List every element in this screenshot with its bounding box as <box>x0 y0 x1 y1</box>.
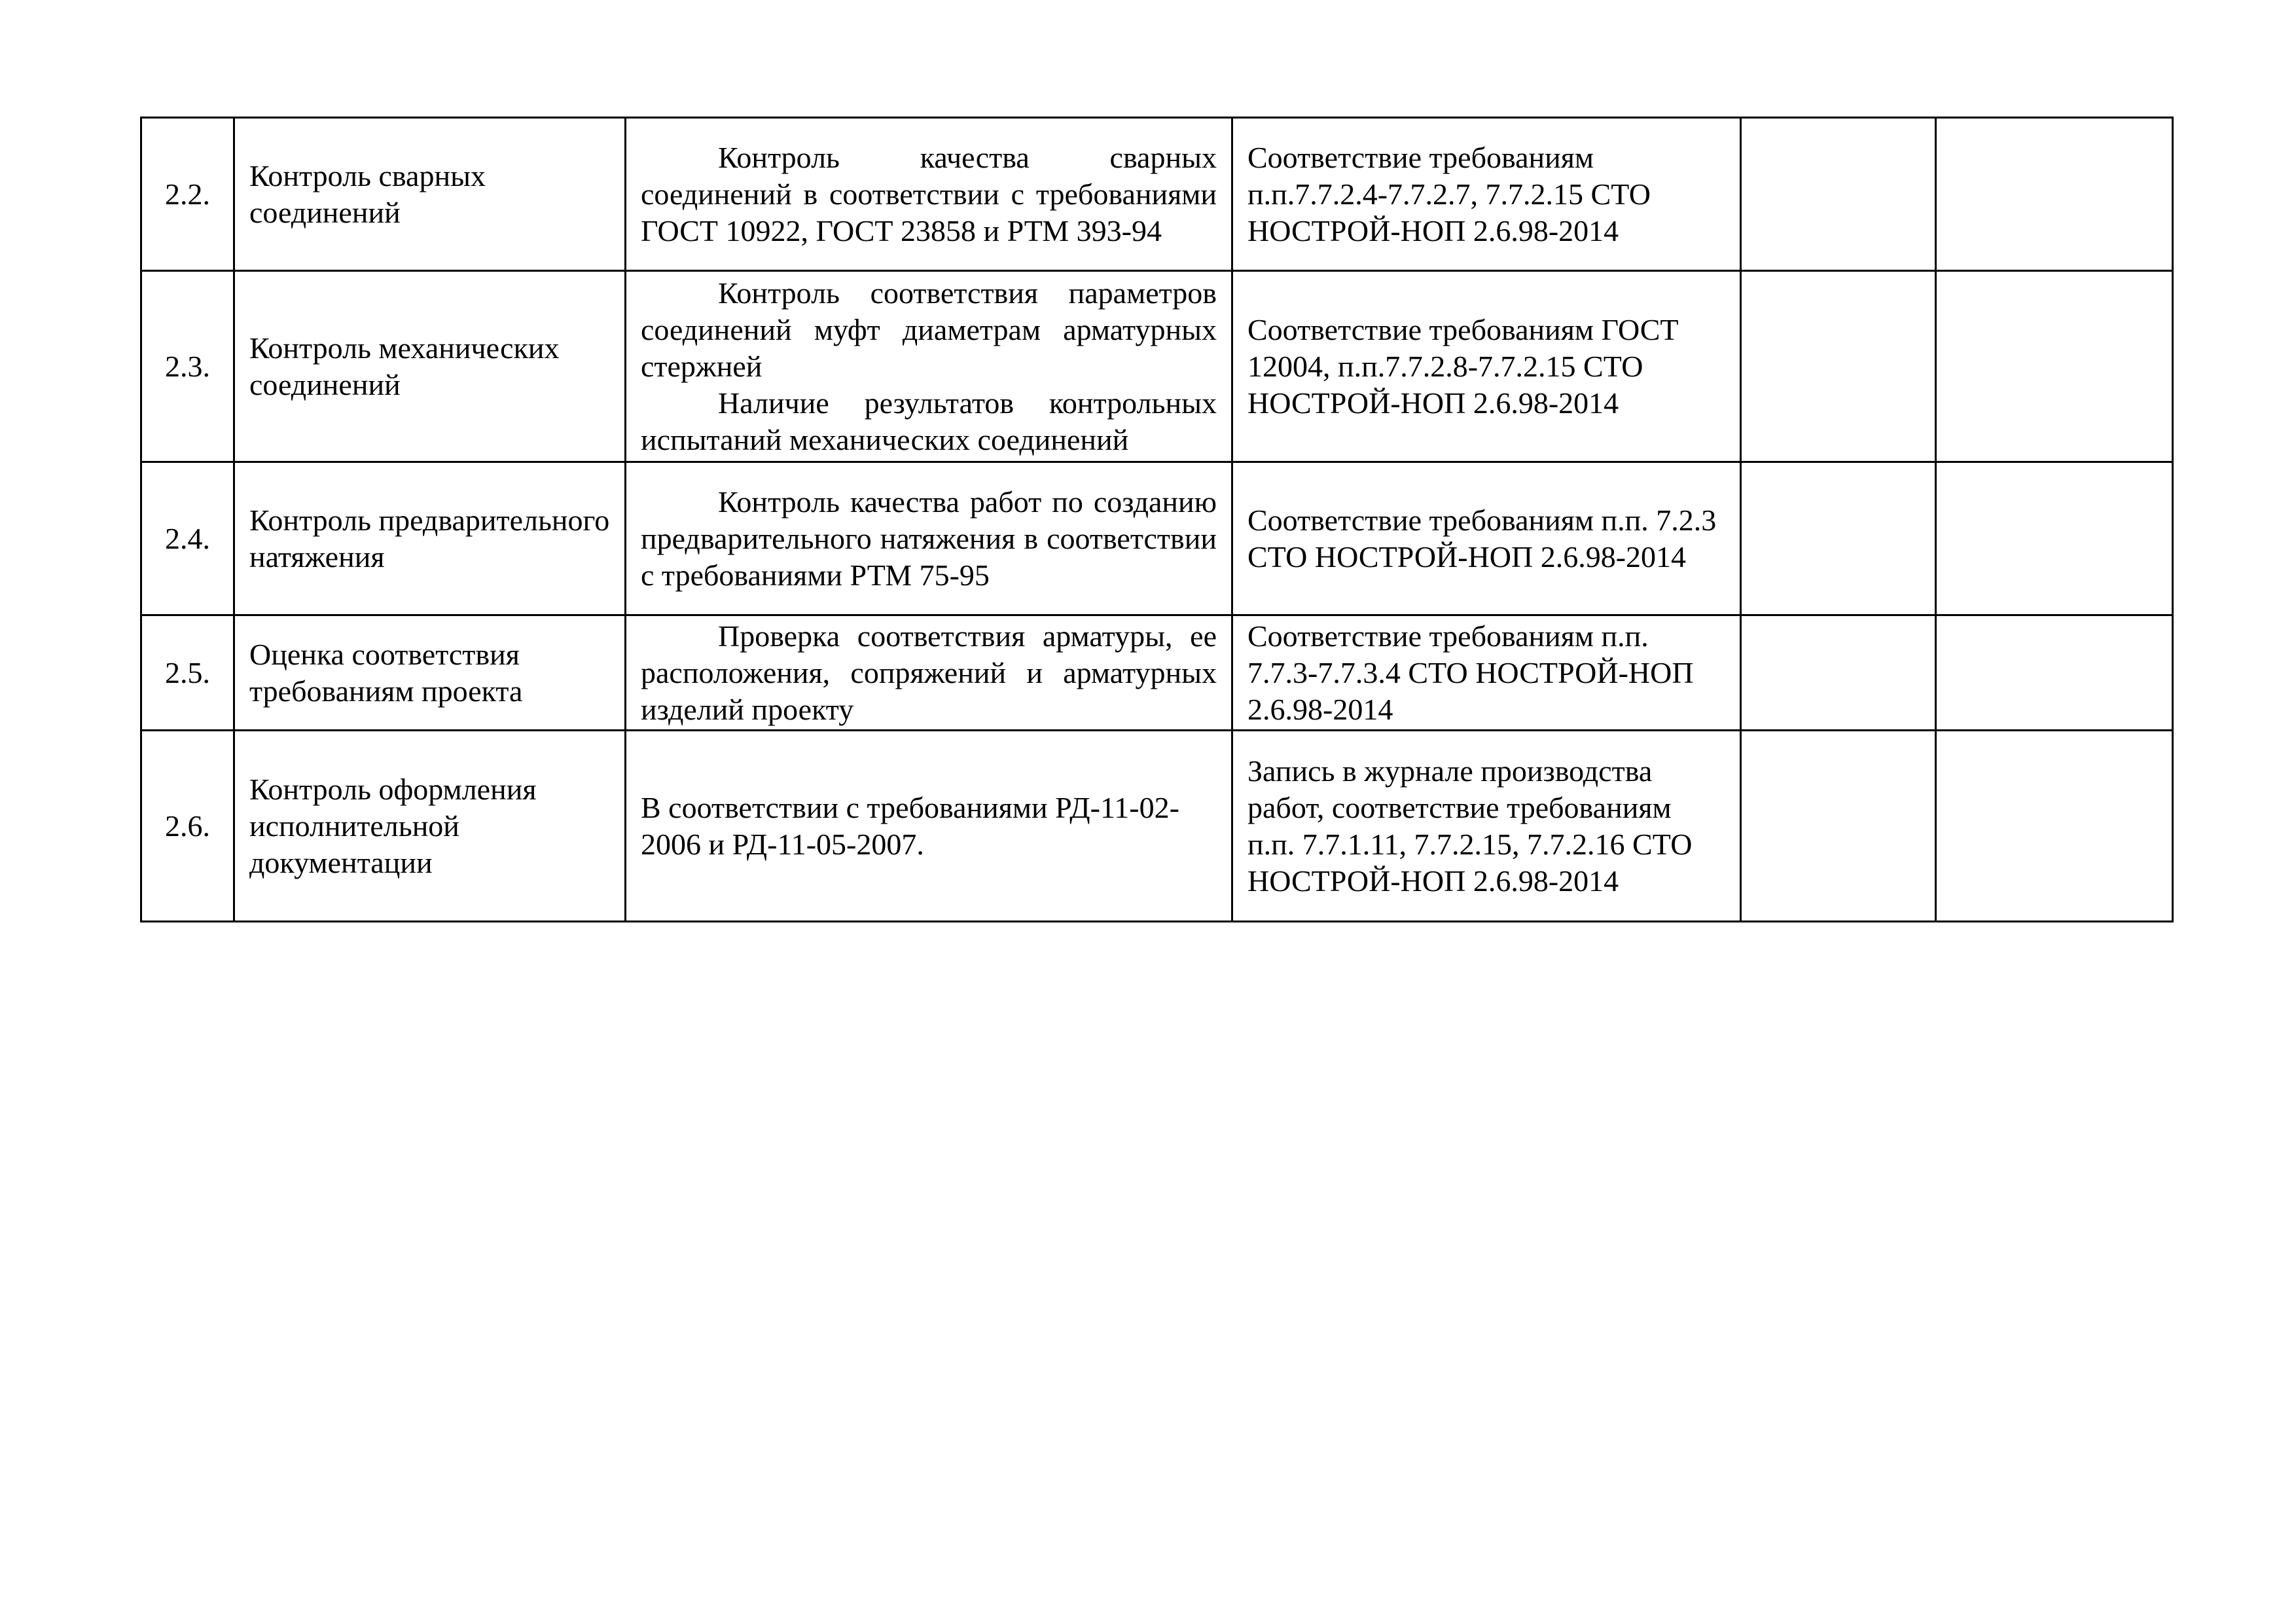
control-item-name: Оценка соответствия требованиям проекта <box>234 615 626 731</box>
control-description <box>626 731 1232 922</box>
table-row <box>141 731 2173 922</box>
empty-cell <box>1936 731 2173 922</box>
requirement-reference: Соответствие требованиям п.п. 7.2.3 СТО НОСТРОЙ-НОП 2.6.98-2014 <box>1232 462 1741 615</box>
description-paragraph: Контроль соответствия параметров соединений муфт диаметрам арматурных стержней <box>641 276 1217 383</box>
row-number: 2.2. <box>141 118 234 271</box>
table-row <box>141 118 2173 271</box>
control-description <box>626 462 1232 615</box>
empty-cell <box>1741 615 1936 731</box>
control-description <box>626 271 1232 462</box>
row-number: 2.4. <box>141 462 234 615</box>
empty-cell <box>1741 271 1936 462</box>
description-paragraph: Контроль качества сварных соединений в соответствии с требованиями ГОСТ 10922, ГОСТ 23858 и РТМ 393-94 <box>641 140 1217 247</box>
control-item-name: Контроль механических соединений <box>234 271 626 462</box>
control-description <box>626 615 1232 731</box>
requirement-reference: Соответствие требованиям п.п. 7.7.3-7.7.3.4 СТО НОСТРОЙ-НОП 2.6.98-2014 <box>1232 615 1741 731</box>
empty-cell <box>1741 118 1936 271</box>
empty-cell <box>1936 462 2173 615</box>
description-paragraph: Контроль качества работ по созданию предварительного натяжения в соответствии с требованиями РТМ 75-95 <box>641 484 1217 592</box>
control-description <box>626 118 1232 271</box>
table-row <box>141 462 2173 615</box>
control-item-name: Контроль предварительного натяжения <box>234 462 626 615</box>
table-row <box>141 271 2173 462</box>
row-number: 2.6. <box>141 731 234 922</box>
empty-cell <box>1936 118 2173 271</box>
empty-cell <box>1741 462 1936 615</box>
row-number: 2.5. <box>141 615 234 731</box>
row-number: 2.3. <box>141 271 234 462</box>
empty-cell <box>1741 731 1936 922</box>
description-paragraph: Наличие результатов контрольных испытаний механических соединений <box>641 386 1217 456</box>
table-row <box>141 615 2173 731</box>
description-paragraph: Проверка соответствия арматуры, ее расположения, сопряжений и арматурных изделий проекту <box>641 619 1217 726</box>
control-item-name: Контроль оформления исполнительной документации <box>234 731 626 922</box>
empty-cell <box>1936 615 2173 731</box>
inspection-table <box>140 117 2174 922</box>
empty-cell <box>1936 271 2173 462</box>
requirement-reference: Соответствие требованиям п.п.7.7.2.4-7.7.2.7, 7.7.2.15 СТО НОСТРОЙ-НОП 2.6.98-2014 <box>1232 118 1741 271</box>
requirement-reference: Запись в журнале производства работ, соответствие требованиям п.п. 7.7.1.11, 7.7.2.15, 7.7.2.16 СТО НОСТРОЙ-НОП 2.6.98-2014 <box>1232 731 1741 922</box>
requirement-reference: Соответствие требованиям ГОСТ 12004, п.п.7.7.2.8-7.7.2.15 СТО НОСТРОЙ-НОП 2.6.98-2014 <box>1232 271 1741 462</box>
control-item-name: Контроль сварных соединений <box>234 118 626 271</box>
description-paragraph: В соответствии с требованиями РД-11-02-2006 и РД-11-05-2007. <box>641 790 1179 861</box>
